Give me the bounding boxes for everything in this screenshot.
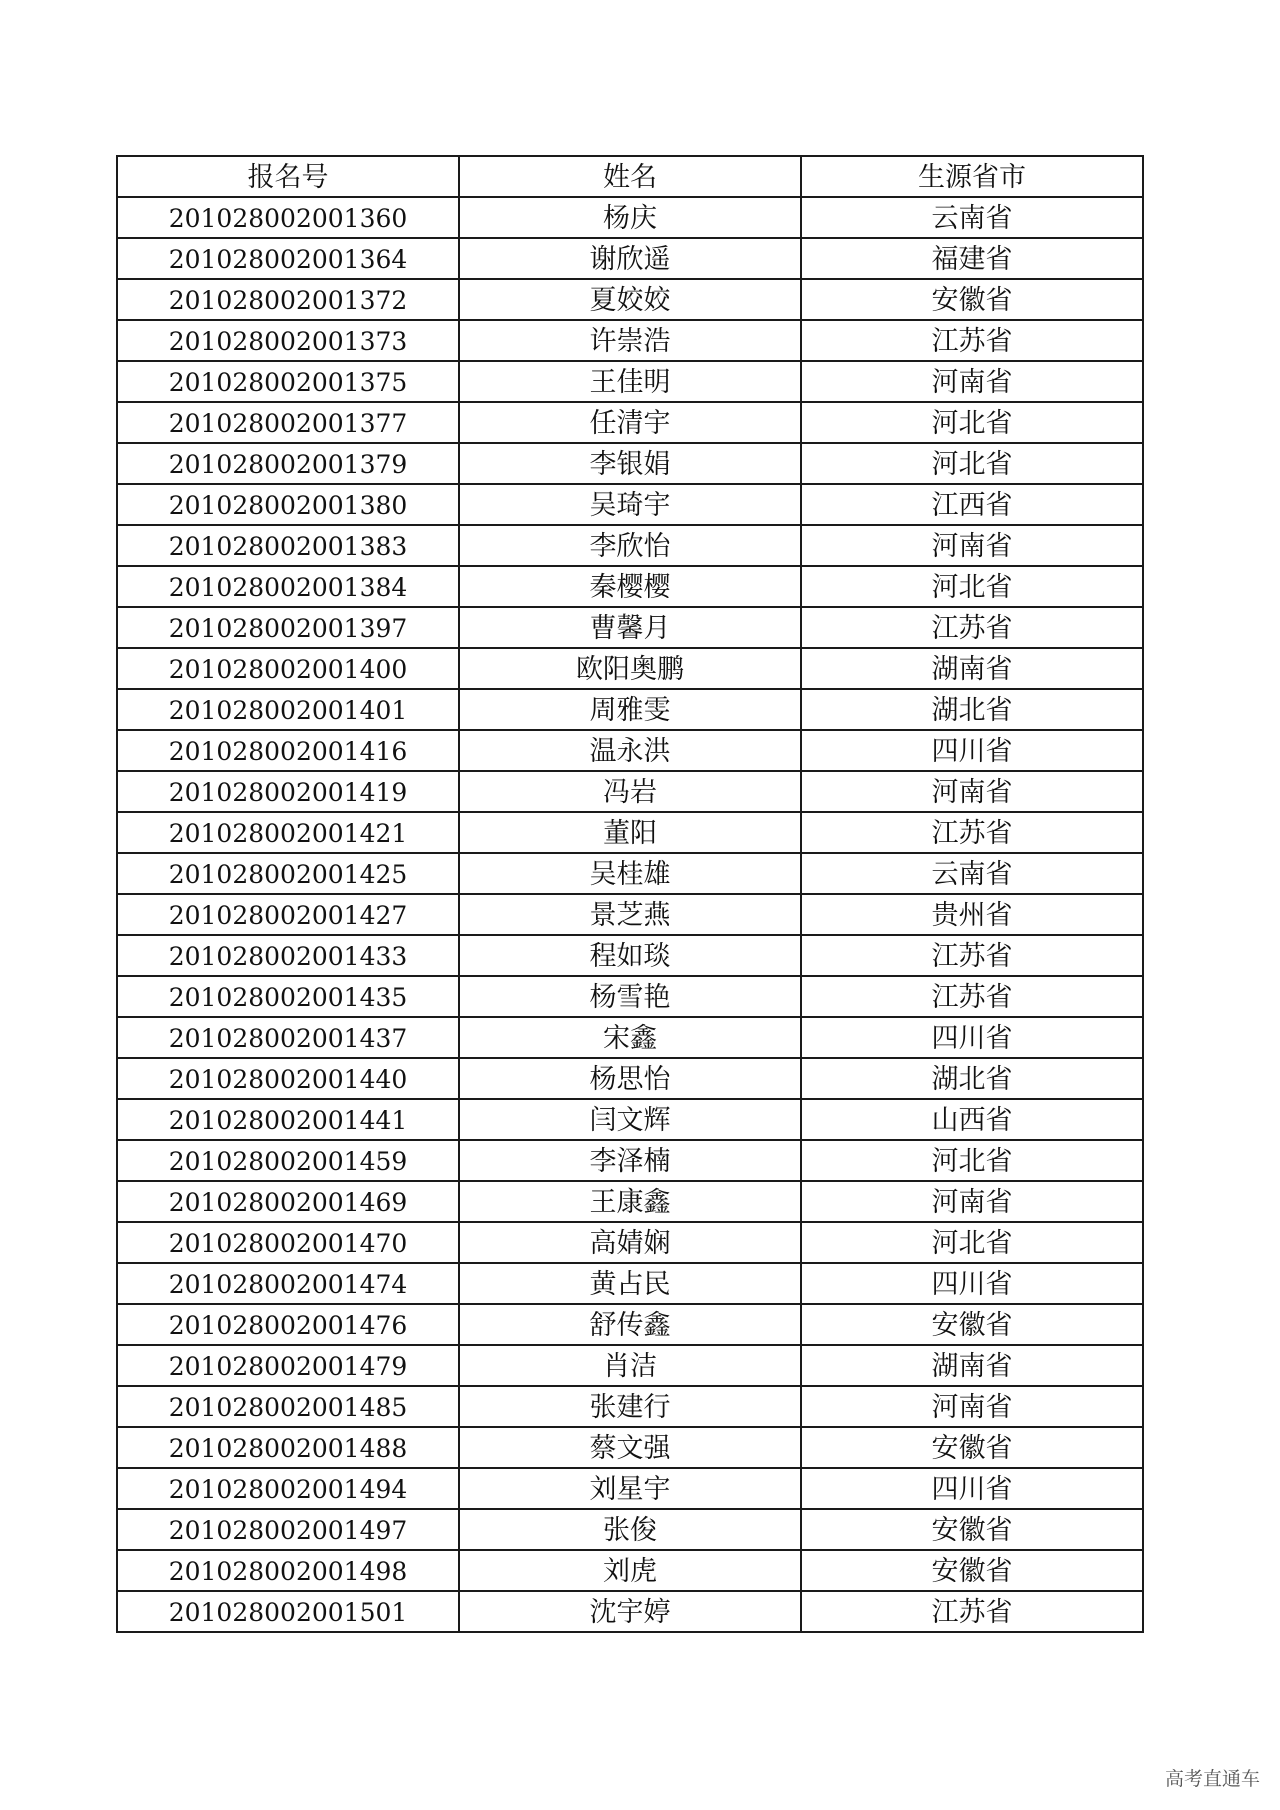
province-cell: 云南省 [801,197,1143,238]
province-cell: 安徽省 [801,279,1143,320]
name-cell: 黄占民 [459,1263,801,1304]
province-cell: 河南省 [801,771,1143,812]
province-cell: 安徽省 [801,1509,1143,1550]
province-cell: 河南省 [801,361,1143,402]
province-cell: 河北省 [801,1140,1143,1181]
province-cell: 四川省 [801,730,1143,771]
registration-number-cell: 201028002001494 [117,1468,459,1509]
registration-number-cell: 201028002001476 [117,1304,459,1345]
name-cell: 张建行 [459,1386,801,1427]
registration-number-cell: 201028002001469 [117,1181,459,1222]
name-cell: 欧阳奥鹏 [459,648,801,689]
province-cell: 江苏省 [801,1591,1143,1632]
registration-number-cell: 201028002001498 [117,1550,459,1591]
table-row [117,853,1143,894]
registration-number-cell: 201028002001397 [117,607,459,648]
table-row [117,320,1143,361]
province-cell: 湖北省 [801,689,1143,730]
name-cell: 王康鑫 [459,1181,801,1222]
province-cell: 湖南省 [801,648,1143,689]
registration-number-cell: 201028002001497 [117,1509,459,1550]
table-body [117,197,1143,1632]
name-cell: 景芝燕 [459,894,801,935]
registration-number-cell: 201028002001401 [117,689,459,730]
registration-number-cell: 201028002001501 [117,1591,459,1632]
name-cell: 宋鑫 [459,1017,801,1058]
registration-number-cell: 201028002001360 [117,197,459,238]
table-row [117,525,1143,566]
province-cell: 安徽省 [801,1304,1143,1345]
province-cell: 河南省 [801,1181,1143,1222]
registration-number-cell: 201028002001459 [117,1140,459,1181]
registration-number-cell: 201028002001379 [117,443,459,484]
name-cell: 冯岩 [459,771,801,812]
admission-roster-table [116,155,1144,1633]
table-row [117,1427,1143,1468]
name-cell: 李欣怡 [459,525,801,566]
table-row [117,1591,1143,1632]
name-cell: 张俊 [459,1509,801,1550]
registration-number-cell: 201028002001474 [117,1263,459,1304]
name-cell: 王佳明 [459,361,801,402]
registration-number-cell: 201028002001364 [117,238,459,279]
table-row [117,484,1143,525]
name-cell: 杨雪艳 [459,976,801,1017]
name-cell: 秦樱樱 [459,566,801,607]
table-row [117,1386,1143,1427]
name-cell: 刘虎 [459,1550,801,1591]
name-cell: 周雅雯 [459,689,801,730]
registration-number-cell: 201028002001435 [117,976,459,1017]
registration-number-cell: 201028002001416 [117,730,459,771]
province-cell: 云南省 [801,853,1143,894]
province-cell: 河北省 [801,402,1143,443]
table-row [117,238,1143,279]
registration-number-cell: 201028002001383 [117,525,459,566]
province-cell: 安徽省 [801,1550,1143,1591]
header-province: 生源省市 [801,156,1143,197]
province-cell: 四川省 [801,1017,1143,1058]
registration-number-cell: 201028002001377 [117,402,459,443]
table-row [117,689,1143,730]
header-name: 姓名 [459,156,801,197]
province-cell: 河北省 [801,443,1143,484]
registration-number-cell: 201028002001375 [117,361,459,402]
table-row [117,1550,1143,1591]
table-row [117,1468,1143,1509]
table-row [117,771,1143,812]
name-cell: 闫文辉 [459,1099,801,1140]
name-cell: 曹馨月 [459,607,801,648]
table-row [117,812,1143,853]
table-row [117,279,1143,320]
name-cell: 温永洪 [459,730,801,771]
province-cell: 河北省 [801,1222,1143,1263]
province-cell: 河南省 [801,1386,1143,1427]
name-cell: 李泽楠 [459,1140,801,1181]
name-cell: 程如琰 [459,935,801,976]
registration-number-cell: 201028002001380 [117,484,459,525]
table-row [117,402,1143,443]
name-cell: 许崇浩 [459,320,801,361]
table-row [117,607,1143,648]
table-row [117,648,1143,689]
registration-number-cell: 201028002001373 [117,320,459,361]
province-cell: 河北省 [801,566,1143,607]
name-cell: 谢欣遥 [459,238,801,279]
name-cell: 杨思怡 [459,1058,801,1099]
table-row [117,935,1143,976]
table-row [117,894,1143,935]
registration-number-cell: 201028002001479 [117,1345,459,1386]
province-cell: 湖南省 [801,1345,1143,1386]
registration-number-cell: 201028002001421 [117,812,459,853]
registration-number-cell: 201028002001470 [117,1222,459,1263]
province-cell: 湖北省 [801,1058,1143,1099]
table-row [117,1509,1143,1550]
table-row [117,1017,1143,1058]
name-cell: 高婧娴 [459,1222,801,1263]
header-row [117,156,1143,197]
registration-number-cell: 201028002001440 [117,1058,459,1099]
name-cell: 肖洁 [459,1345,801,1386]
name-cell: 任清宇 [459,402,801,443]
name-cell: 杨庆 [459,197,801,238]
province-cell: 福建省 [801,238,1143,279]
registration-number-cell: 201028002001437 [117,1017,459,1058]
table-row [117,1181,1143,1222]
table-row [117,1099,1143,1140]
table-row [117,730,1143,771]
registration-number-cell: 201028002001400 [117,648,459,689]
watermark-text: 高考直通车 [1164,1768,1260,1790]
province-cell: 安徽省 [801,1427,1143,1468]
table-row [117,1140,1143,1181]
province-cell: 江苏省 [801,320,1143,361]
name-cell: 夏姣姣 [459,279,801,320]
table-row [117,443,1143,484]
province-cell: 河南省 [801,525,1143,566]
table-row [117,361,1143,402]
province-cell: 江苏省 [801,976,1143,1017]
name-cell: 董阳 [459,812,801,853]
table-row [117,1058,1143,1099]
table-row [117,1304,1143,1345]
registration-number-cell: 201028002001384 [117,566,459,607]
province-cell: 江苏省 [801,607,1143,648]
header-registration-number: 报名号 [117,156,459,197]
name-cell: 吴琦宇 [459,484,801,525]
province-cell: 江苏省 [801,812,1143,853]
table-row [117,976,1143,1017]
registration-number-cell: 201028002001433 [117,935,459,976]
table-row [117,197,1143,238]
province-cell: 江西省 [801,484,1143,525]
table-header [117,156,1143,197]
table-row [117,566,1143,607]
name-cell: 吴桂雄 [459,853,801,894]
name-cell: 李银娟 [459,443,801,484]
table-row [117,1345,1143,1386]
registration-number-cell: 201028002001372 [117,279,459,320]
registration-number-cell: 201028002001427 [117,894,459,935]
name-cell: 刘星宇 [459,1468,801,1509]
province-cell: 贵州省 [801,894,1143,935]
province-cell: 山西省 [801,1099,1143,1140]
province-cell: 江苏省 [801,935,1143,976]
registration-number-cell: 201028002001485 [117,1386,459,1427]
name-cell: 沈宇婷 [459,1591,801,1632]
registration-number-cell: 201028002001425 [117,853,459,894]
registration-number-cell: 201028002001441 [117,1099,459,1140]
table-row [117,1222,1143,1263]
province-cell: 四川省 [801,1468,1143,1509]
name-cell: 蔡文强 [459,1427,801,1468]
registration-number-cell: 201028002001488 [117,1427,459,1468]
registration-number-cell: 201028002001419 [117,771,459,812]
province-cell: 四川省 [801,1263,1143,1304]
name-cell: 舒传鑫 [459,1304,801,1345]
table-row [117,1263,1143,1304]
